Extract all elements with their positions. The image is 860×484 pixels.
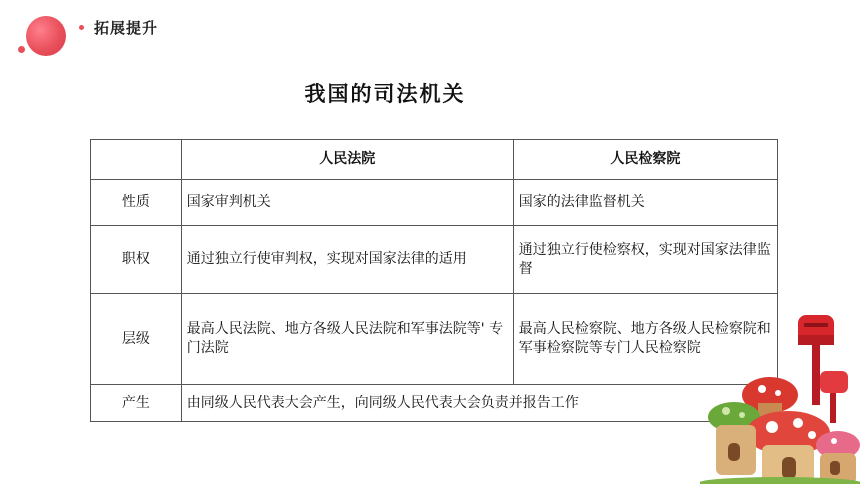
corner-cell	[91, 140, 182, 180]
judicial-organs-table	[90, 139, 778, 422]
table-row-origin	[91, 385, 778, 422]
row-label-origin: 产生	[91, 385, 182, 422]
header-decor-circle	[26, 16, 66, 56]
cell-origin-both: 由同级人民代表大会产生，向同级人民代表大会负责并报告工作	[181, 385, 777, 422]
cell-procuratorate-levels: 最高人民检察院、地方各级人民检察院和军事检察院等专门人民检察院	[513, 294, 777, 385]
table-row-powers	[91, 226, 778, 294]
section-title: 拓展提升	[94, 19, 159, 37]
mushroom-house-illustration	[700, 305, 860, 484]
cell-procuratorate-powers: 通过独立行使检察权，实现对国家法律监督	[513, 226, 777, 294]
cell-procuratorate-nature: 国家的法律监督机关	[513, 180, 777, 226]
table-row-levels	[91, 294, 778, 385]
header-bullet-dot	[79, 25, 84, 30]
cell-court-nature: 国家审判机关	[181, 180, 513, 226]
row-label-powers: 职权	[91, 226, 182, 294]
table-header-row	[91, 140, 778, 180]
row-label-levels: 层级	[91, 294, 182, 385]
header-decor-small-circle	[18, 46, 25, 53]
cell-court-levels: 最高人民法院、地方各级人民法院和军事法院等' 专门法院	[181, 294, 513, 385]
column-header-court: 人民法院	[181, 140, 513, 180]
column-header-procuratorate: 人民检察院	[513, 140, 777, 180]
row-label-nature: 性质	[91, 180, 182, 226]
cell-court-powers: 通过独立行使审判权，实现对国家法律的适用	[181, 226, 513, 294]
page-title: 我国的司法机关	[304, 82, 466, 106]
table-row-nature	[91, 180, 778, 226]
